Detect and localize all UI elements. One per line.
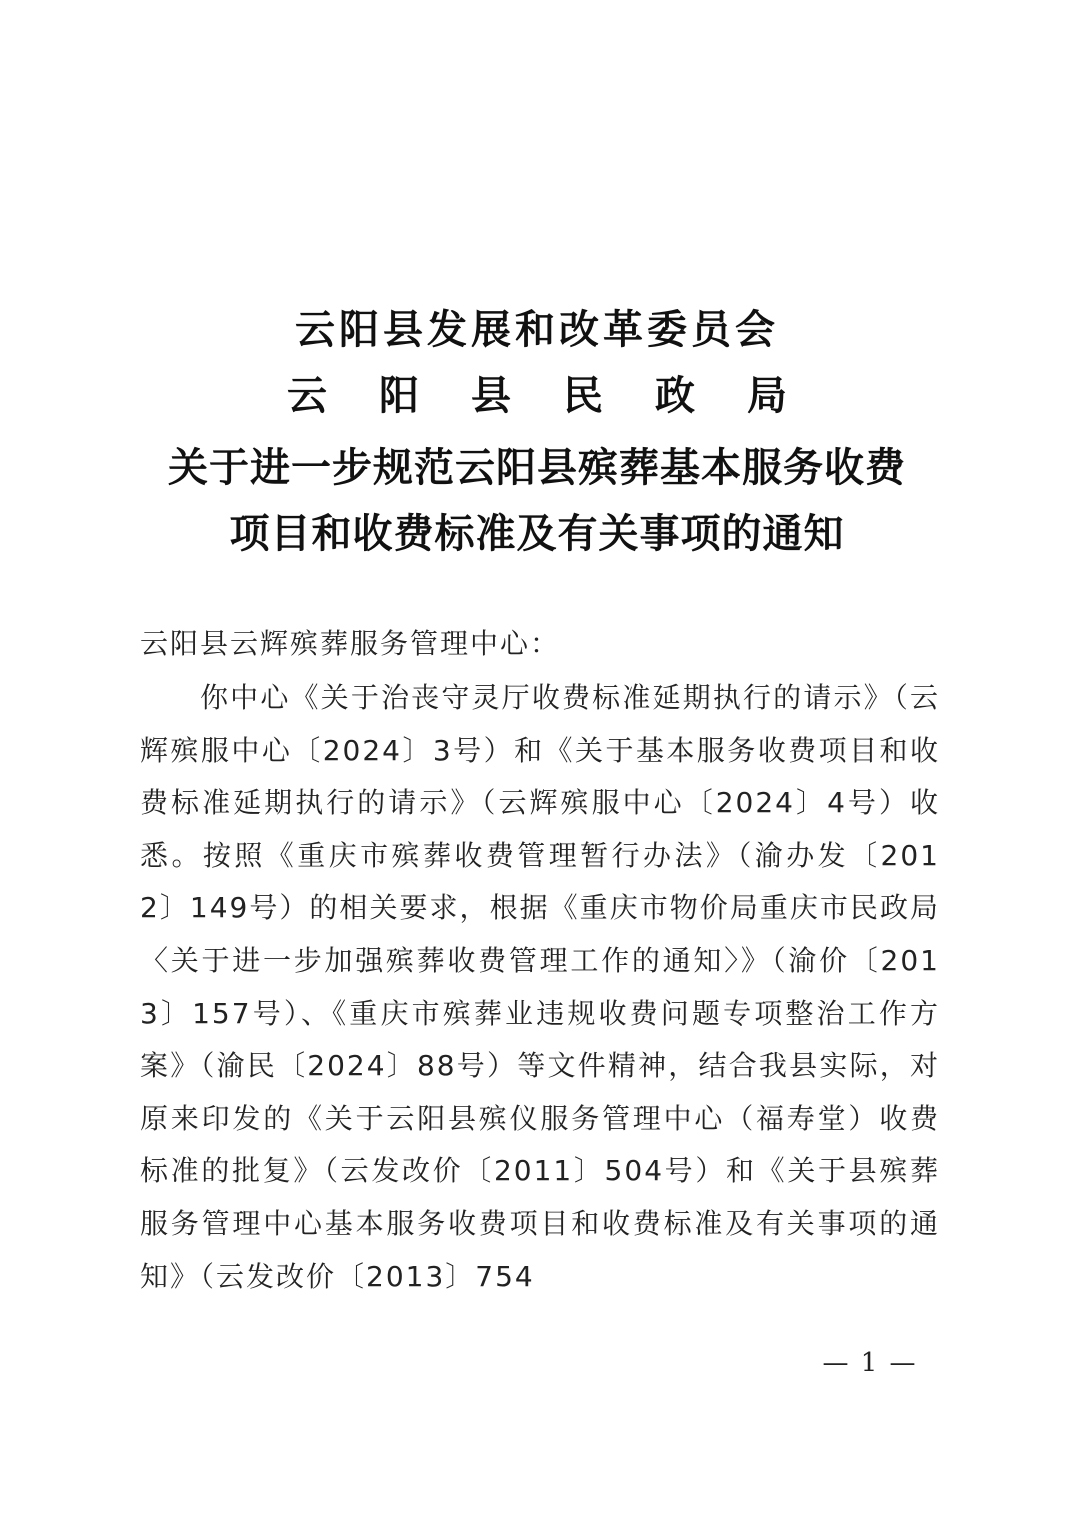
issuer-line-2-wrapper	[0, 366, 1074, 426]
issuer-line-2: 云 阳 县 民 政 局	[287, 372, 787, 419]
issuer-line-1: 云阳县发展和改革委员会	[295, 306, 779, 353]
salutation: 云阳县云辉殡葬服务管理中心：	[140, 627, 561, 660]
body-paragraph: 你中心《关于治丧守灵厅收费标准延期执行的请示》（云辉殡服中心〔2024〕3号）和《关于基本服务收费项目和收费标准延期执行的请示》（云辉殡服中心〔2024〕4号）收悉。按照《重庆市殡葬收费管理暂行办法》（渝办发〔2012〕149号）的相关要求，根据《重庆市物价局重庆市民政局〈关于进一步加强殡葬收费管理工作的通知〉》（渝价〔2013〕157号）、《重庆市殡葬业违规收费问题专项整治工作方案》（渝民〔2024〕88号）等文件精神，结合我县实际，对原来印发的《关于云阳县殡仪服务管理中心（福寿堂）收费标准的批复》（云发改价〔2011〕504号）和《关于县殡葬服务管理中心基本服务收费项目和收费标准及有关事项的通知》（云发改价〔2013〕754	[140, 681, 940, 1293]
page-number: — 1 —	[822, 1348, 918, 1378]
title-line-2: 项目和收费标准及有关事项的通知	[229, 510, 845, 557]
title-line-1: 关于进一步规范云阳县殡葬基本服务收费	[168, 444, 906, 491]
